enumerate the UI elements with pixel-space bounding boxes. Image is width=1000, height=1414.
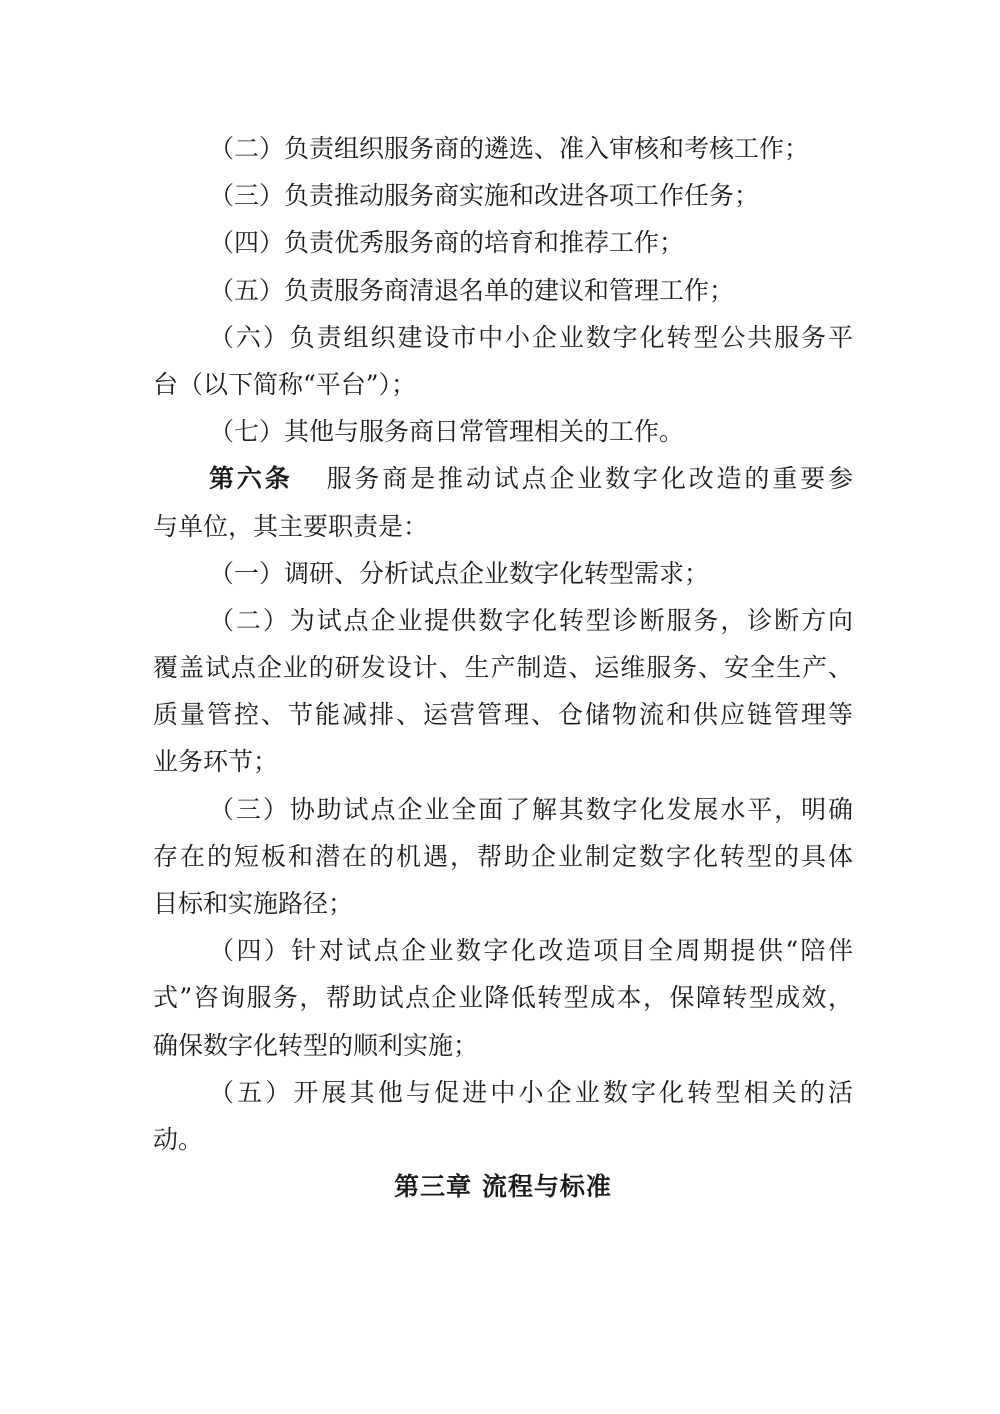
chapter-heading: 第三章 流程与标准 bbox=[394, 1172, 612, 1202]
paragraph-line: （二）为试点企业提供数字化转型诊断服务，诊断方向 bbox=[209, 605, 853, 635]
paragraph-line: （四）负责优秀服务商的培育和推荐工作； bbox=[209, 228, 685, 258]
paragraph-line: 动。 bbox=[153, 1124, 204, 1154]
duty-item-3 bbox=[153, 786, 853, 928]
paragraph-line: 确保数字化转型的顺利实施； bbox=[153, 1030, 479, 1060]
paragraph-item-4 bbox=[153, 219, 853, 266]
duty-item-1 bbox=[153, 550, 853, 597]
paragraph-item-6 bbox=[153, 314, 853, 408]
paragraph-line: （一）调研、分析试点企业数字化转型需求； bbox=[209, 558, 710, 588]
duty-item-2 bbox=[153, 597, 853, 786]
duty-item-5 bbox=[153, 1069, 853, 1163]
paragraph-line: （五）负责服务商清退名单的建议和管理工作； bbox=[209, 275, 735, 305]
paragraph-line: （三）协助试点企业全面了解其数字化发展水平，明确 bbox=[209, 794, 853, 824]
paragraph-line: （六）负责组织建设市中小企业数字化转型公共服务平 bbox=[209, 322, 853, 352]
paragraph-line: （四）针对试点企业数字化改造项目全周期提供“陪伴 bbox=[209, 936, 853, 966]
paragraph-line: 业务环节； bbox=[153, 747, 279, 777]
duty-item-4 bbox=[153, 927, 853, 1069]
paragraph-line: 台（以下简称“平台”）； bbox=[153, 369, 417, 399]
document-body bbox=[153, 125, 853, 1210]
article-six-text: 服务商是推动试点企业数字化改造的重要参 bbox=[326, 464, 853, 494]
paragraph-line: 式”咨询服务，帮助试点企业降低转型成本，保障转型成效， bbox=[153, 983, 853, 1013]
paragraph-item-5 bbox=[153, 267, 853, 314]
article-six-line-1 bbox=[153, 455, 853, 502]
paragraph-item-3 bbox=[153, 172, 853, 219]
paragraph-line: （二）负责组织服务商的遴选、准入审核和考核工作； bbox=[209, 134, 810, 163]
article-six bbox=[153, 455, 853, 549]
article-six-line-2: 与单位，其主要职责是： bbox=[153, 511, 429, 541]
paragraph-line: 目标和实施路径； bbox=[153, 889, 354, 918]
paragraph-line: 存在的短板和潜在的机遇，帮助企业制定数字化转型的具体 bbox=[153, 841, 853, 871]
paragraph-line: （七）其他与服务商日常管理相关的工作。 bbox=[209, 417, 685, 447]
paragraph-line: （五）开展其他与促进中小企业数字化转型相关的活 bbox=[209, 1077, 853, 1107]
paragraph-line: 质量管控、节能减排、运营管理、仓储物流和供应链管理等 bbox=[153, 700, 853, 730]
paragraph-item-2 bbox=[153, 125, 853, 172]
paragraph-line: （三）负责推动服务商实施和改进各项工作任务； bbox=[209, 181, 760, 211]
paragraph-item-7 bbox=[153, 408, 853, 455]
article-label: 第六条 bbox=[209, 464, 293, 494]
paragraph-line: 覆盖试点企业的研发设计、生产制造、运维服务、安全生产、 bbox=[153, 653, 853, 683]
